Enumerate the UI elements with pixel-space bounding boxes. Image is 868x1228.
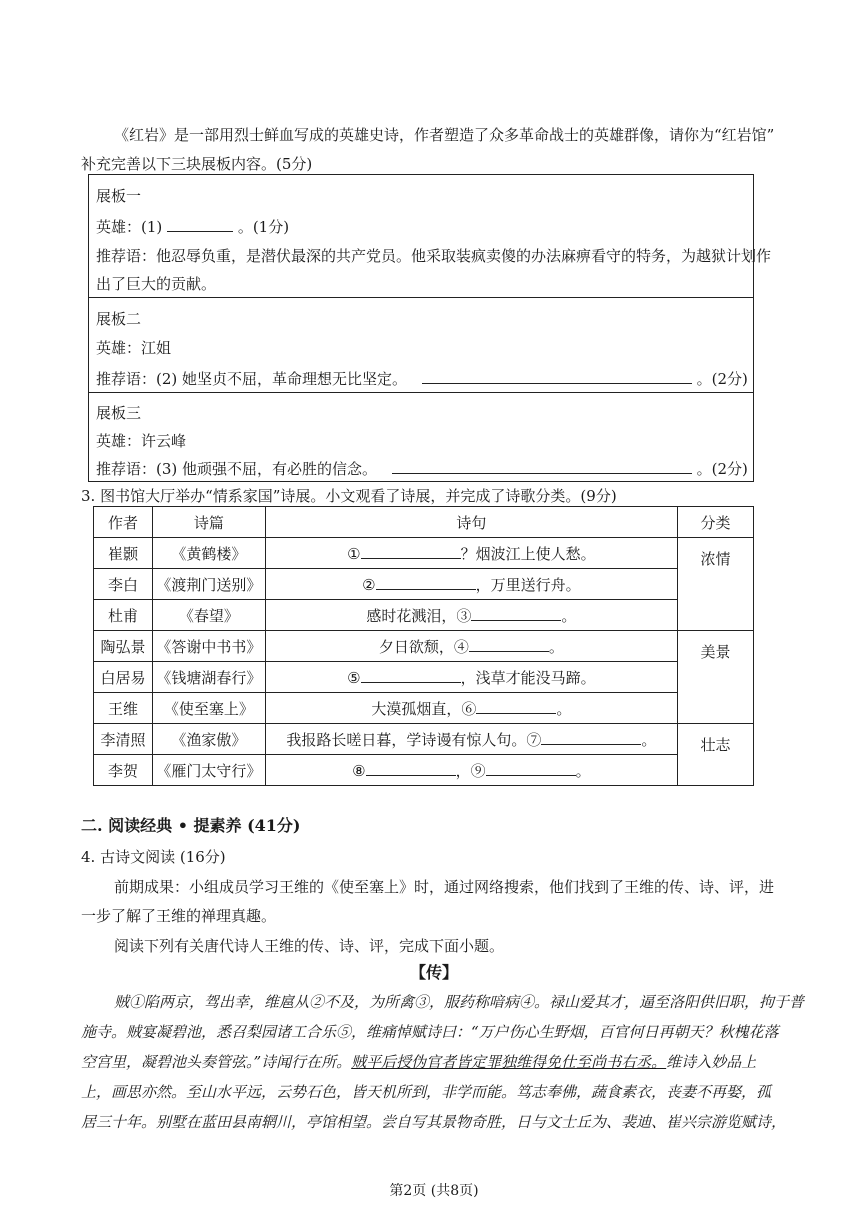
verse-cell: 夕日欲颓，④ 。 [265, 631, 677, 662]
header-poem: 诗篇 [152, 507, 265, 538]
panel-1-hero-suffix: 。(1分) [237, 218, 290, 236]
poem-cell: 《雁门太守行》 [152, 755, 265, 786]
poem-cell: 《使至塞上》 [152, 693, 265, 724]
author-cell: 杜甫 [94, 600, 153, 631]
zhuan-line-2: 施寺。贼宴凝碧池，悉召梨园诸工合乐⑤，维痛悼赋诗曰：“万户伤心生野烟，百官何日再朝天？秋槐花落 [81, 1023, 779, 1041]
header-author: 作者 [94, 507, 153, 538]
answer-blank-verse-8[interactable] [366, 759, 456, 776]
poem-cell: 《钱塘湖春行》 [152, 662, 265, 693]
poem-cell: 《春望》 [152, 600, 265, 631]
verse-cell: ② ，万里送行舟。 [265, 569, 677, 600]
panel-3-rec-text: 推荐语：(3) 他顽强不屈，有必胜的信念。 [96, 460, 378, 478]
answer-blank-verse-5[interactable] [361, 666, 461, 683]
verse-cell: 感时花溅泪，③ 。 [265, 600, 677, 631]
zhuan-line-3c: 维诗入妙品上 [666, 1053, 757, 1071]
answer-blank-verse-6[interactable] [476, 697, 556, 714]
category-cell: 浓情 [678, 538, 754, 631]
panel-2-rec-text: 推荐语：(2) 她坚贞不屈，革命理想无比坚定。 [96, 370, 408, 388]
panel-1-hero [96, 215, 289, 238]
author-cell: 李清照 [94, 724, 153, 755]
section-2-title: 二. 阅读经典 • 提素养 (41分) [81, 816, 301, 835]
panel-2-rec-suffix: 。(2分) [696, 370, 748, 388]
intro-line-1: 《红岩》是一部用烈士鲜血写成的英雄史诗，作者塑造了众多革命战士的英雄群像，请你为“红岩馆” [114, 126, 775, 144]
answer-blank-verse-4[interactable] [469, 635, 549, 652]
author-cell: 李白 [94, 569, 153, 600]
p2-line: 阅读下列有关唐代诗人王维的传、诗、评，完成下面小题。 [114, 937, 505, 955]
author-cell: 白居易 [94, 662, 153, 693]
poem-cell: 《渡荆门送别》 [152, 569, 265, 600]
intro-line-2: 补充完善以下三块展板内容。(5分) [81, 155, 313, 173]
zhuan-heading: 【传】 [409, 963, 458, 982]
verse-cell: ⑤ ，浅草才能没马蹄。 [265, 662, 677, 693]
q3-title: 3. 图书馆大厅举办“情系家国”诗展。小文观看了诗展，并完成了诗歌分类。(9分) [81, 487, 617, 505]
verse-cell: ① ？烟波江上使人愁。 [265, 538, 677, 569]
page-footer: 第2页 (共8页) [389, 1183, 479, 1199]
zhuan-line-3a: 空宫里，凝碧池头奏管弦。”诗闻行在所。 [81, 1053, 352, 1071]
author-cell: 崔颢 [94, 538, 153, 569]
panel-2-title: 展板二 [96, 310, 142, 328]
table-row [94, 724, 754, 755]
poem-cell: 《黄鹤楼》 [152, 538, 265, 569]
panel-2-hero: 英雄：江姐 [96, 339, 172, 357]
zhuan-line-3 [81, 1051, 756, 1073]
p1-line-1: 前期成果：小组成员学习王维的《使至塞上》时，通过网络搜索，他们找到了王维的传、诗、评，进 [114, 878, 775, 896]
verse-cell: ⑧ ，⑨ 。 [265, 755, 677, 786]
answer-blank-verse-9[interactable] [486, 759, 576, 776]
answer-blank-verse-2[interactable] [376, 573, 476, 590]
answer-blank-1[interactable] [167, 215, 233, 232]
verse-cell: 我报路长嗟日暮，学诗谩有惊人句。⑦ 。 [265, 724, 677, 755]
poem-cell: 《渔家傲》 [152, 724, 265, 755]
zhuan-line-5: 居三十年。别墅在蓝田县南辋川，亭馆相望。尝自写其景物奇胜，日与文士丘为、裴迪、崔兴宗游览赋诗， [81, 1113, 787, 1131]
zhuan-line-4: 上，画思亦然。至山水平远，云势石色，皆天机所到，非学而能。笃志奉佛，蔬食素衣，丧妻不再娶，孤 [81, 1083, 772, 1101]
author-cell: 李贺 [94, 755, 153, 786]
table-header-row [94, 507, 754, 538]
table-row [94, 631, 754, 662]
answer-blank-3[interactable] [392, 457, 692, 474]
panel-3-rec [96, 457, 748, 480]
p1-line-2: 一步了解了王维的禅理真趣。 [81, 907, 277, 925]
table-row [94, 662, 754, 693]
header-category: 分类 [678, 507, 754, 538]
header-verse: 诗句 [265, 507, 677, 538]
table-row [94, 693, 754, 724]
q4-title: 4. 古诗文阅读 (16分) [81, 848, 226, 866]
panel-3-title: 展板三 [96, 404, 142, 422]
table-row [94, 755, 754, 786]
category-cell: 美景 [678, 631, 754, 724]
answer-blank-verse-1[interactable] [361, 542, 461, 559]
panel-1-rec-2: 出了巨大的贡献。 [96, 275, 217, 293]
poem-cell: 《答谢中书书》 [152, 631, 265, 662]
table-row [94, 569, 754, 600]
panel-3-hero: 英雄：许云峰 [96, 432, 187, 450]
author-cell: 王维 [94, 693, 153, 724]
table-row [94, 600, 754, 631]
underlined-sentence: 贼平后授伪官者皆定罪独维得免仕至尚书右丞。 [351, 1053, 667, 1071]
zhuan-line-1: 贼①陷两京，驾出幸，维扈从②不及，为所禽③，服药称喑病④。禄山爱其才，逼至洛阳供旧职，拘于普 [114, 993, 805, 1011]
answer-blank-verse-7[interactable] [541, 728, 641, 745]
panel-2-rec [96, 367, 748, 390]
panel-1-title: 展板一 [96, 187, 142, 205]
answer-blank-verse-3[interactable] [471, 604, 561, 621]
author-cell: 陶弘景 [94, 631, 153, 662]
poem-table [93, 506, 754, 786]
panel-3-rec-suffix: 。(2分) [696, 460, 748, 478]
panel-1-rec-1: 推荐语：他忍辱负重，是潜伏最深的共产党员。他采取装疯卖傻的办法麻痹看守的特务，为越狱计划作 [96, 247, 772, 265]
panel-1-hero-label: 英雄：(1) [96, 218, 163, 236]
verse-cell: 大漠孤烟直，⑥ 。 [265, 693, 677, 724]
answer-blank-2[interactable] [422, 367, 692, 384]
category-cell: 壮志 [678, 724, 754, 786]
table-row [94, 538, 754, 569]
